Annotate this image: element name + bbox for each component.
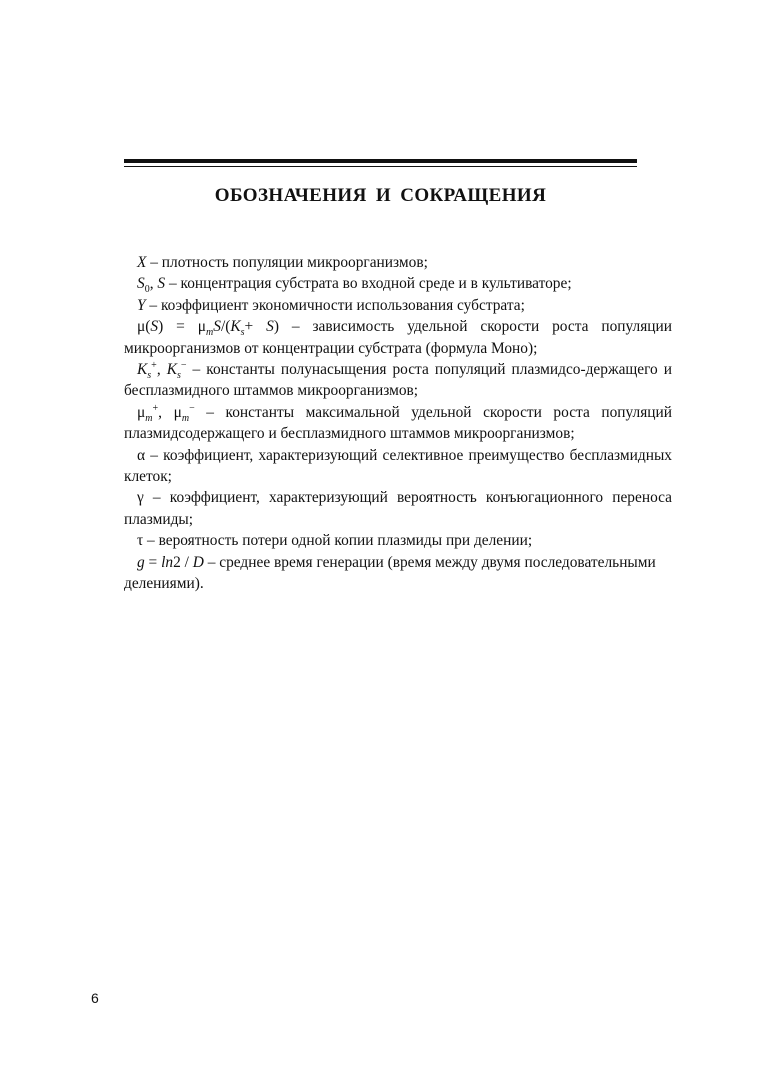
header-rule-thin	[124, 166, 637, 167]
symbol-ks-minus: K	[166, 361, 177, 379]
formula-mid1: ) =	[158, 318, 198, 336]
notation-entry-s	[124, 273, 672, 294]
formula-slash: /	[180, 553, 193, 571]
notation-entry-alpha	[124, 445, 672, 488]
definition-ks: – константы полунасыщения роста популяций плазмидсо-держащего и бесплазмидного штаммов микроорганизмов;	[124, 361, 672, 400]
definition-tau: – вероятность потери одной копии плазмиды при делении;	[143, 532, 533, 550]
notation-entry-monod	[124, 316, 672, 359]
symbol-gamma: γ	[137, 489, 144, 507]
definition-x: – плотность популяции микроорганизмов;	[146, 254, 428, 271]
notation-entry-x	[124, 252, 672, 273]
notation-entry-y	[124, 295, 672, 316]
formula-mu-m-sub: m	[206, 327, 214, 339]
symbol-mum-plus-sup: +	[152, 402, 159, 414]
formula-close: )	[273, 318, 279, 336]
formula-two: 2	[173, 553, 181, 571]
formula-mu-m: μ	[197, 318, 206, 336]
formula-k-sub: s	[240, 327, 245, 339]
symbol-tau: τ	[137, 532, 144, 550]
formula-mid2: /(	[220, 318, 231, 336]
notation-list	[124, 252, 672, 595]
notation-entry-ks	[124, 359, 672, 402]
definition-mum: – константы максимальной удельной скорости роста популяций плазмидсодержащего и бесплазмидного штаммов микроорганизмов;	[124, 403, 672, 443]
definition-y: – коэффициент экономичности использования субстрата;	[145, 296, 525, 314]
symbol-s: S	[157, 275, 166, 293]
formula-ln: ln	[161, 553, 174, 571]
notation-entry-tau	[124, 530, 672, 551]
header-rule-thick	[124, 159, 637, 163]
subscript-0: 0	[144, 284, 150, 296]
formula-plus: +	[244, 318, 267, 336]
symbol-mum-minus-sup: −	[189, 402, 195, 414]
formula-k: K	[230, 318, 241, 336]
definition-gamma: – коэффициент, характеризующий вероятность конъюгационного переноса плазмиды;	[124, 489, 672, 528]
page-title: ОБОЗНАЧЕНИЯ И СОКРАЩЕНИЯ	[214, 185, 547, 206]
symbol-ks-plus: K	[137, 361, 148, 379]
formula-mu: μ	[137, 318, 146, 336]
symbol-mum-minus-sub: m	[181, 412, 190, 424]
notation-entry-g	[124, 552, 672, 595]
formula-g: g	[137, 553, 145, 571]
symbol-separator: ,	[149, 275, 158, 293]
symbol-mum-plus: μ	[137, 403, 146, 421]
symbol-separator: ,	[156, 361, 167, 379]
symbol-alpha: α	[137, 446, 146, 464]
notation-entry-mum	[124, 402, 672, 445]
definition-g: – среднее время генерации (время между двумя последовательными делениями).	[124, 553, 656, 593]
definition-monod: – зависимость удельной скорости роста популяции микроорганизмов от концентрации субстрата (формула Моно);	[124, 318, 672, 357]
formula-open: (	[145, 318, 151, 336]
formula-s3: S	[266, 318, 274, 336]
symbol-ks-minus-sup: −	[180, 359, 187, 371]
symbol-ks-minus-sub: s	[176, 370, 181, 382]
formula-s1: S	[150, 318, 159, 336]
formula-s2: S	[213, 318, 221, 336]
symbol-x: X	[137, 254, 147, 271]
symbol-mum-minus: μ	[173, 403, 182, 421]
definition-s: – концентрация субстрата во входной среде и в культиваторе;	[165, 275, 572, 293]
page-number: 6	[91, 990, 99, 1006]
definition-alpha: – коэффициент, характеризующий селективное преимущество бесплазмидных клеток;	[124, 446, 672, 486]
symbol-separator: ,	[158, 403, 174, 421]
symbol-y: Y	[137, 296, 146, 314]
symbol-s0: S	[137, 275, 145, 293]
symbol-ks-plus-sup: +	[151, 359, 157, 371]
formula-eq: =	[144, 553, 162, 571]
notation-entry-gamma	[124, 487, 672, 530]
formula-d: D	[192, 553, 204, 571]
symbol-ks-plus-sub: s	[147, 370, 152, 382]
symbol-mum-plus-sub: m	[145, 412, 153, 424]
